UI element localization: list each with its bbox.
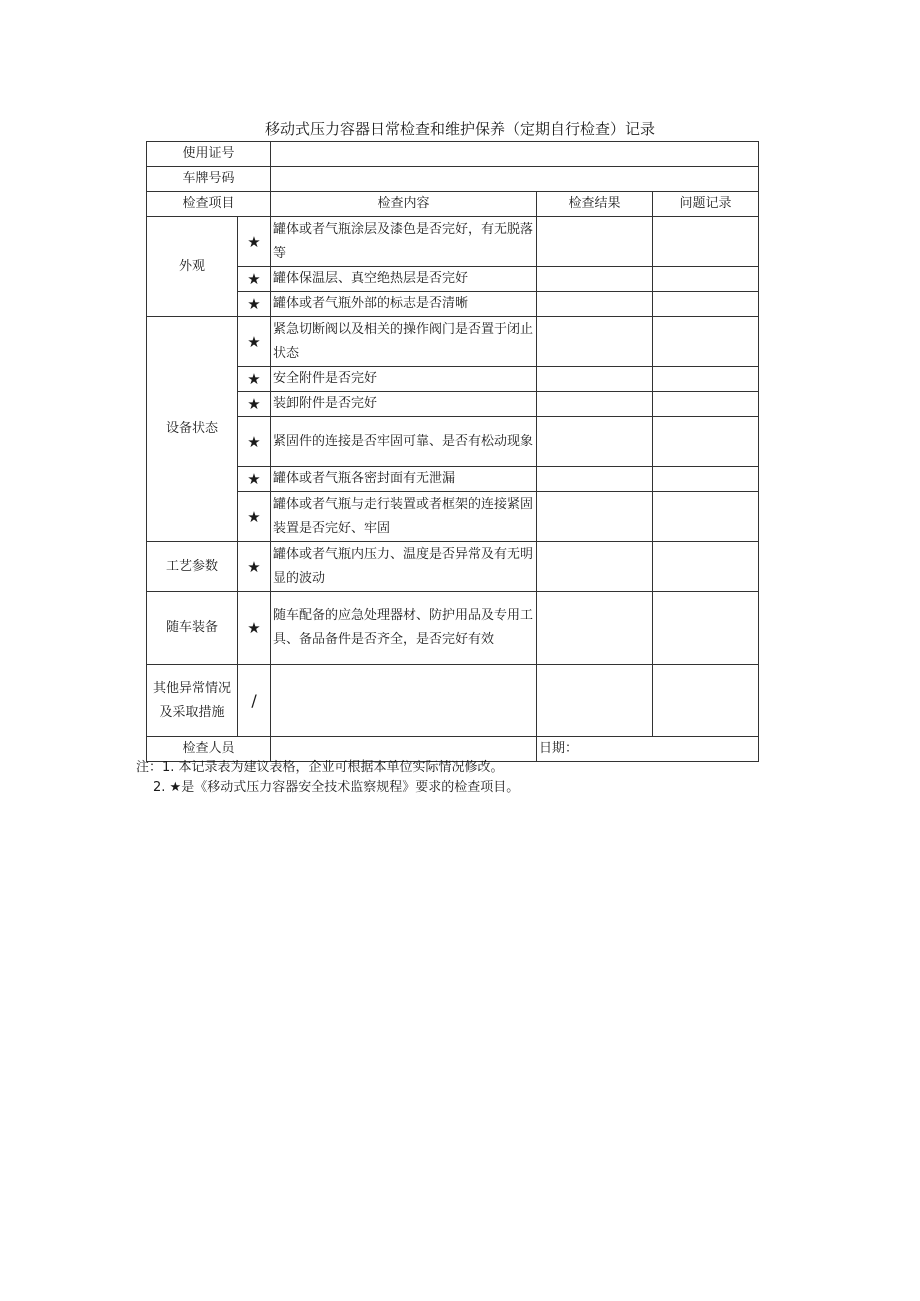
result-cell[interactable] — [537, 492, 653, 542]
table-row — [147, 367, 759, 392]
table-row — [147, 665, 759, 737]
issue-cell[interactable] — [653, 292, 759, 317]
plate-row — [147, 167, 759, 192]
header-row — [147, 192, 759, 217]
other-content-cell[interactable] — [271, 665, 537, 737]
table-row — [147, 467, 759, 492]
cert-value-cell[interactable] — [271, 142, 759, 167]
col-content-header: 检查内容 — [271, 192, 537, 217]
result-cell[interactable] — [537, 542, 653, 592]
check-content: 紧固件的连接是否牢固可靠、是否有松动现象 — [271, 417, 537, 467]
result-cell[interactable] — [537, 217, 653, 267]
issue-cell[interactable] — [653, 492, 759, 542]
form-title: 移动式压力容器日常检查和维护保养（定期自行检查）记录 — [264, 120, 655, 138]
star-icon: ★ — [238, 317, 271, 367]
issue-cell[interactable] — [653, 665, 759, 737]
check-content: 罐体保温层、真空绝热层是否完好 — [271, 267, 537, 292]
issue-cell[interactable] — [653, 592, 759, 665]
check-content: 安全附件是否完好 — [271, 367, 537, 392]
table-row — [147, 292, 759, 317]
section-label-onboard: 随车装备 — [147, 592, 238, 665]
check-content: 罐体或者气瓶与走行装置或者框架的连接紧固装置是否完好、牢固 — [271, 492, 537, 542]
table-row — [147, 417, 759, 467]
table-row — [147, 267, 759, 292]
plate-value-cell[interactable] — [271, 167, 759, 192]
check-content: 罐体或者气瓶涂层及漆色是否完好，有无脱落等 — [271, 217, 537, 267]
star-icon: ★ — [238, 267, 271, 292]
star-icon: ★ — [238, 417, 271, 467]
slash-mark: / — [238, 665, 271, 737]
date-label: 日期： — [537, 737, 759, 762]
section-label-appearance: 外观 — [147, 217, 238, 317]
result-cell[interactable] — [537, 467, 653, 492]
issue-cell[interactable] — [653, 392, 759, 417]
star-icon: ★ — [238, 217, 271, 267]
check-content: 紧急切断阀以及相关的操作阀门是否置于闭止状态 — [271, 317, 537, 367]
table-row — [147, 592, 759, 665]
check-content: 装卸附件是否完好 — [271, 392, 537, 417]
issue-cell[interactable] — [653, 317, 759, 367]
plate-label: 车牌号码 — [147, 167, 271, 192]
cert-label: 使用证号 — [147, 142, 271, 167]
star-icon: ★ — [238, 542, 271, 592]
cert-row — [147, 142, 759, 167]
check-content: 罐体或者气瓶各密封面有无泄漏 — [271, 467, 537, 492]
star-icon: ★ — [238, 367, 271, 392]
notes — [136, 758, 519, 798]
table-row — [147, 217, 759, 267]
note-2: 2. ★是《移动式压力容器安全技术监察规程》要求的检查项目。 — [153, 780, 520, 795]
table-row — [147, 542, 759, 592]
check-content: 罐体或者气瓶外部的标志是否清晰 — [271, 292, 537, 317]
table-row — [147, 317, 759, 367]
inspection-table — [146, 141, 759, 762]
result-cell[interactable] — [537, 367, 653, 392]
issue-cell[interactable] — [653, 542, 759, 592]
inspector-label: 检查人员 — [147, 737, 271, 762]
note-1: 注：1. 本记录表为建议表格，企业可根据本单位实际情况修改。 — [136, 760, 504, 775]
issue-cell[interactable] — [653, 217, 759, 267]
check-content: 随车配备的应急处理器材、防护用品及专用工具、备品备件是否齐全，是否完好有效 — [271, 592, 537, 665]
section-label-other: 其他异常情况及采取措施 — [147, 665, 238, 737]
table-row — [147, 492, 759, 542]
result-cell[interactable] — [537, 392, 653, 417]
col-item-header: 检查项目 — [147, 192, 271, 217]
result-cell[interactable] — [537, 417, 653, 467]
section-label-equipment: 设备状态 — [147, 317, 238, 542]
issue-cell[interactable] — [653, 417, 759, 467]
star-icon: ★ — [238, 292, 271, 317]
section-label-process: 工艺参数 — [147, 542, 238, 592]
result-cell[interactable] — [537, 267, 653, 292]
issue-cell[interactable] — [653, 267, 759, 292]
col-issue-header: 问题记录 — [653, 192, 759, 217]
col-result-header: 检查结果 — [537, 192, 653, 217]
issue-cell[interactable] — [653, 367, 759, 392]
star-icon: ★ — [238, 592, 271, 665]
result-cell[interactable] — [537, 592, 653, 665]
result-cell[interactable] — [537, 317, 653, 367]
star-icon: ★ — [238, 392, 271, 417]
result-cell[interactable] — [537, 292, 653, 317]
star-icon: ★ — [238, 492, 271, 542]
table-row — [147, 392, 759, 417]
star-icon: ★ — [238, 467, 271, 492]
result-cell[interactable] — [537, 665, 653, 737]
check-content: 罐体或者气瓶内压力、温度是否异常及有无明显的波动 — [271, 542, 537, 592]
issue-cell[interactable] — [653, 467, 759, 492]
